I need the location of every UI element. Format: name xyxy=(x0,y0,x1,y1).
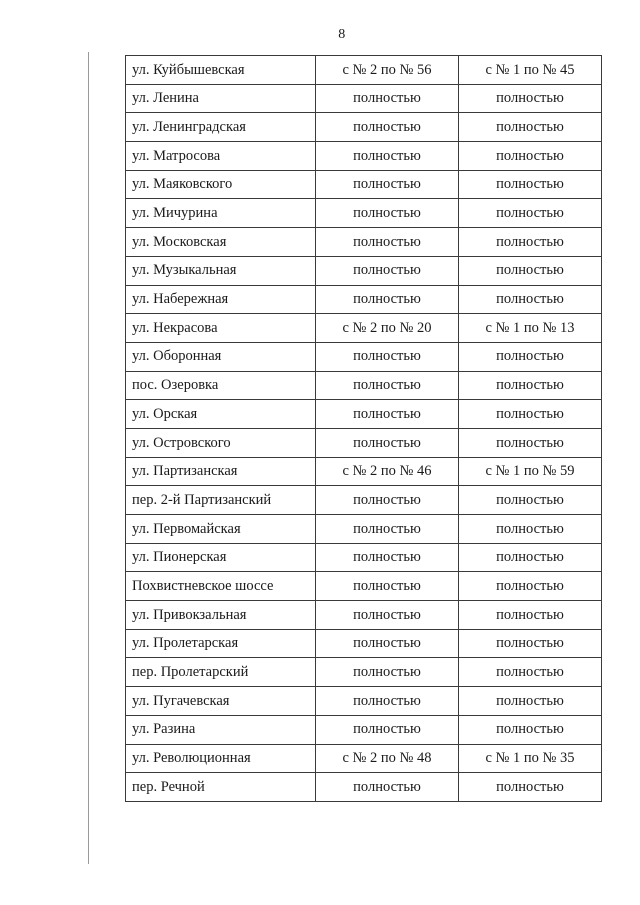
street-name-cell: пер. 2-й Партизанский xyxy=(126,486,316,515)
street-name-cell: пер. Речной xyxy=(126,773,316,802)
even-houses-cell: полностью xyxy=(316,515,459,544)
streets-table xyxy=(125,55,602,802)
odd-houses-cell: с № 1 по № 59 xyxy=(459,457,602,486)
street-name-cell: пос. Озеровка xyxy=(126,371,316,400)
street-name-cell: ул. Московская xyxy=(126,228,316,257)
even-houses-cell: полностью xyxy=(316,228,459,257)
odd-houses-cell: полностью xyxy=(459,199,602,228)
odd-houses-cell: полностью xyxy=(459,113,602,142)
street-name-cell: ул. Первомайская xyxy=(126,515,316,544)
street-name-cell: ул. Оборонная xyxy=(126,342,316,371)
table-row xyxy=(126,113,602,142)
odd-houses-cell: полностью xyxy=(459,256,602,285)
table-row xyxy=(126,428,602,457)
street-name-cell: ул. Пролетарская xyxy=(126,629,316,658)
street-name-cell: ул. Разина xyxy=(126,715,316,744)
table-row xyxy=(126,572,602,601)
odd-houses-cell: полностью xyxy=(459,543,602,572)
odd-houses-cell: с № 1 по № 13 xyxy=(459,314,602,343)
table-row xyxy=(126,285,602,314)
table-row xyxy=(126,658,602,687)
table-row xyxy=(126,543,602,572)
even-houses-cell: полностью xyxy=(316,601,459,630)
odd-houses-cell: полностью xyxy=(459,629,602,658)
table-row xyxy=(126,629,602,658)
odd-houses-cell: с № 1 по № 35 xyxy=(459,744,602,773)
odd-houses-cell: полностью xyxy=(459,572,602,601)
table-row xyxy=(126,228,602,257)
even-houses-cell: полностью xyxy=(316,170,459,199)
odd-houses-cell: полностью xyxy=(459,486,602,515)
street-name-cell: ул. Матросова xyxy=(126,142,316,171)
odd-houses-cell: полностью xyxy=(459,84,602,113)
table-row xyxy=(126,715,602,744)
odd-houses-cell: полностью xyxy=(459,773,602,802)
street-name-cell: ул. Революционная xyxy=(126,744,316,773)
even-houses-cell: полностью xyxy=(316,285,459,314)
odd-houses-cell: полностью xyxy=(459,515,602,544)
margin-rule xyxy=(88,52,89,864)
page-number: 8 xyxy=(338,27,346,42)
even-houses-cell: полностью xyxy=(316,400,459,429)
street-name-cell: ул. Партизанская xyxy=(126,457,316,486)
even-houses-cell: полностью xyxy=(316,342,459,371)
even-houses-cell: полностью xyxy=(316,256,459,285)
even-houses-cell: с № 2 по № 56 xyxy=(316,56,459,85)
street-name-cell: ул. Пугачевская xyxy=(126,687,316,716)
streets-table-body xyxy=(126,56,602,802)
odd-houses-cell: полностью xyxy=(459,342,602,371)
street-name-cell: ул. Набережная xyxy=(126,285,316,314)
table-row xyxy=(126,256,602,285)
even-houses-cell: полностью xyxy=(316,486,459,515)
odd-houses-cell: полностью xyxy=(459,170,602,199)
even-houses-cell: полностью xyxy=(316,572,459,601)
table-row xyxy=(126,56,602,85)
even-houses-cell: полностью xyxy=(316,84,459,113)
even-houses-cell: полностью xyxy=(316,371,459,400)
table-row xyxy=(126,457,602,486)
odd-houses-cell: полностью xyxy=(459,371,602,400)
even-houses-cell: с № 2 по № 20 xyxy=(316,314,459,343)
odd-houses-cell: полностью xyxy=(459,687,602,716)
odd-houses-cell: полностью xyxy=(459,285,602,314)
odd-houses-cell: полностью xyxy=(459,400,602,429)
table-row xyxy=(126,773,602,802)
table-row xyxy=(126,84,602,113)
street-name-cell: ул. Куйбышевская xyxy=(126,56,316,85)
table-row xyxy=(126,142,602,171)
street-name-cell: Похвистневское шоссе xyxy=(126,572,316,601)
street-name-cell: ул. Музыкальная xyxy=(126,256,316,285)
even-houses-cell: полностью xyxy=(316,142,459,171)
table-row xyxy=(126,744,602,773)
street-name-cell: ул. Некрасова xyxy=(126,314,316,343)
even-houses-cell: полностью xyxy=(316,715,459,744)
table-row xyxy=(126,486,602,515)
table-row xyxy=(126,371,602,400)
table-row xyxy=(126,314,602,343)
even-houses-cell: с № 2 по № 48 xyxy=(316,744,459,773)
table-row xyxy=(126,400,602,429)
street-name-cell: ул. Маяковского xyxy=(126,170,316,199)
street-name-cell: пер. Пролетарский xyxy=(126,658,316,687)
street-name-cell: ул. Орская xyxy=(126,400,316,429)
even-houses-cell: полностью xyxy=(316,199,459,228)
even-houses-cell: полностью xyxy=(316,687,459,716)
odd-houses-cell: полностью xyxy=(459,428,602,457)
table-row xyxy=(126,199,602,228)
even-houses-cell: полностью xyxy=(316,773,459,802)
table-row xyxy=(126,515,602,544)
street-name-cell: ул. Пионерская xyxy=(126,543,316,572)
street-name-cell: ул. Островского xyxy=(126,428,316,457)
even-houses-cell: с № 2 по № 46 xyxy=(316,457,459,486)
even-houses-cell: полностью xyxy=(316,428,459,457)
table-row xyxy=(126,342,602,371)
street-name-cell: ул. Ленина xyxy=(126,84,316,113)
odd-houses-cell: полностью xyxy=(459,658,602,687)
street-name-cell: ул. Привокзальная xyxy=(126,601,316,630)
street-name-cell: ул. Ленинградская xyxy=(126,113,316,142)
even-houses-cell: полностью xyxy=(316,113,459,142)
table-row xyxy=(126,687,602,716)
street-name-cell: ул. Мичурина xyxy=(126,199,316,228)
even-houses-cell: полностью xyxy=(316,543,459,572)
odd-houses-cell: полностью xyxy=(459,228,602,257)
odd-houses-cell: полностью xyxy=(459,142,602,171)
even-houses-cell: полностью xyxy=(316,658,459,687)
even-houses-cell: полностью xyxy=(316,629,459,658)
odd-houses-cell: полностью xyxy=(459,715,602,744)
table-row xyxy=(126,170,602,199)
table-row xyxy=(126,601,602,630)
odd-houses-cell: полностью xyxy=(459,601,602,630)
odd-houses-cell: с № 1 по № 45 xyxy=(459,56,602,85)
